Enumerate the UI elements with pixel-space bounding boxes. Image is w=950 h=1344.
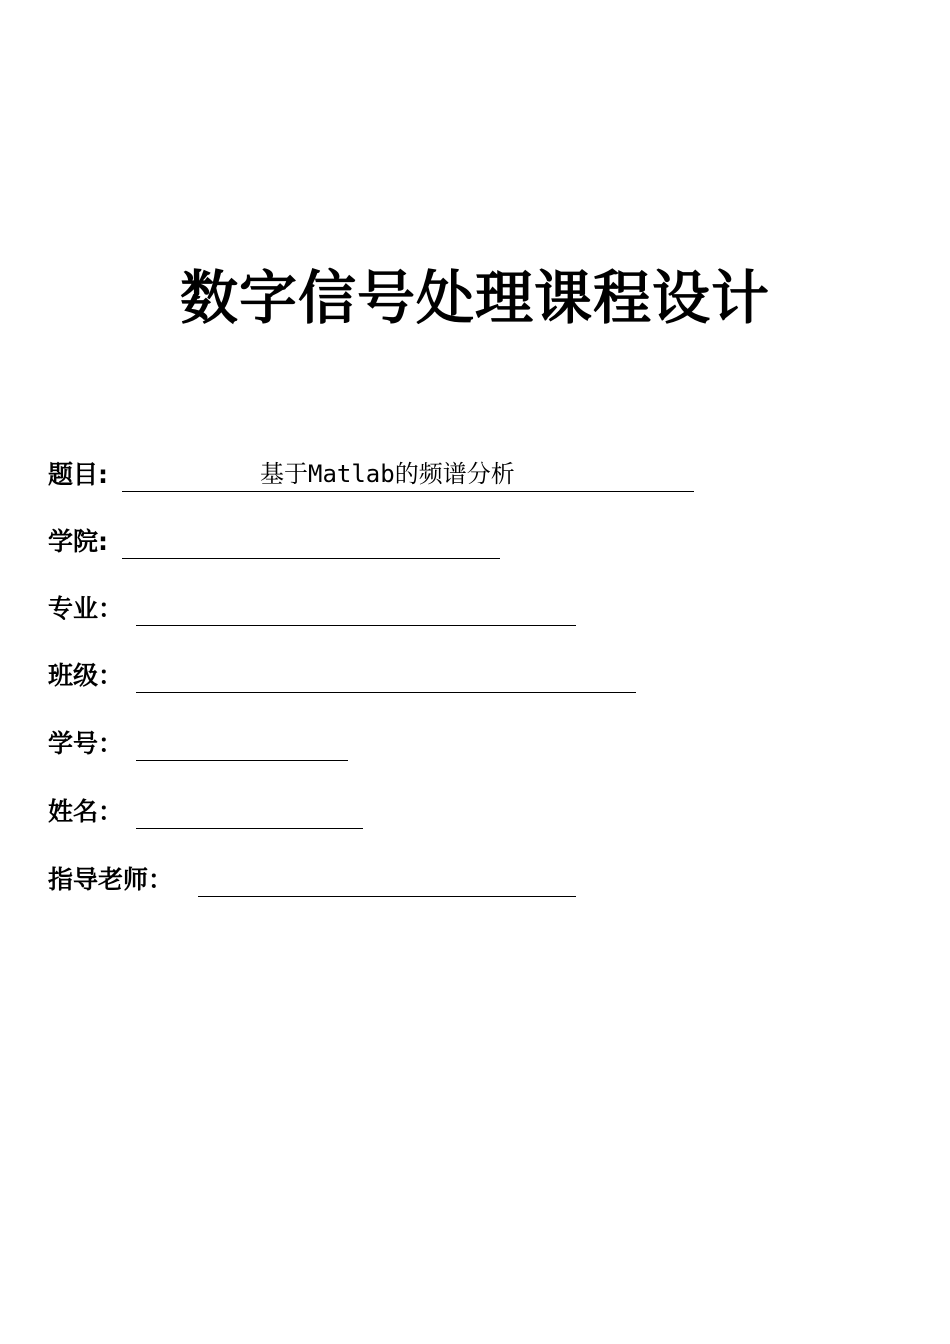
field-college-label: 学院: [48,527,108,556]
field-major-underline [136,625,576,626]
field-advisor [48,863,588,899]
field-topic [48,458,708,494]
field-student-id-label: 学号： [48,729,124,758]
field-advisor-label: 指导老师： [48,865,174,894]
field-class [48,659,648,695]
field-college [48,525,508,561]
field-topic-value: 基于Matlab的频谱分析 [260,460,515,488]
field-name-underline [136,828,363,829]
field-student-id-underline [136,760,348,761]
field-college-underline [122,558,500,559]
field-name-label: 姓名： [48,797,124,826]
document-title: 数字信号处理课程设计 [179,264,770,332]
field-name [48,795,378,831]
field-class-label: 班级： [48,661,124,690]
field-advisor-underline [198,896,576,897]
field-topic-underline [122,491,694,492]
field-student-id [48,727,358,763]
field-topic-label: 题目: [48,460,108,489]
field-major-label: 专业： [48,594,124,623]
field-major [48,592,588,628]
field-class-underline [136,692,636,693]
